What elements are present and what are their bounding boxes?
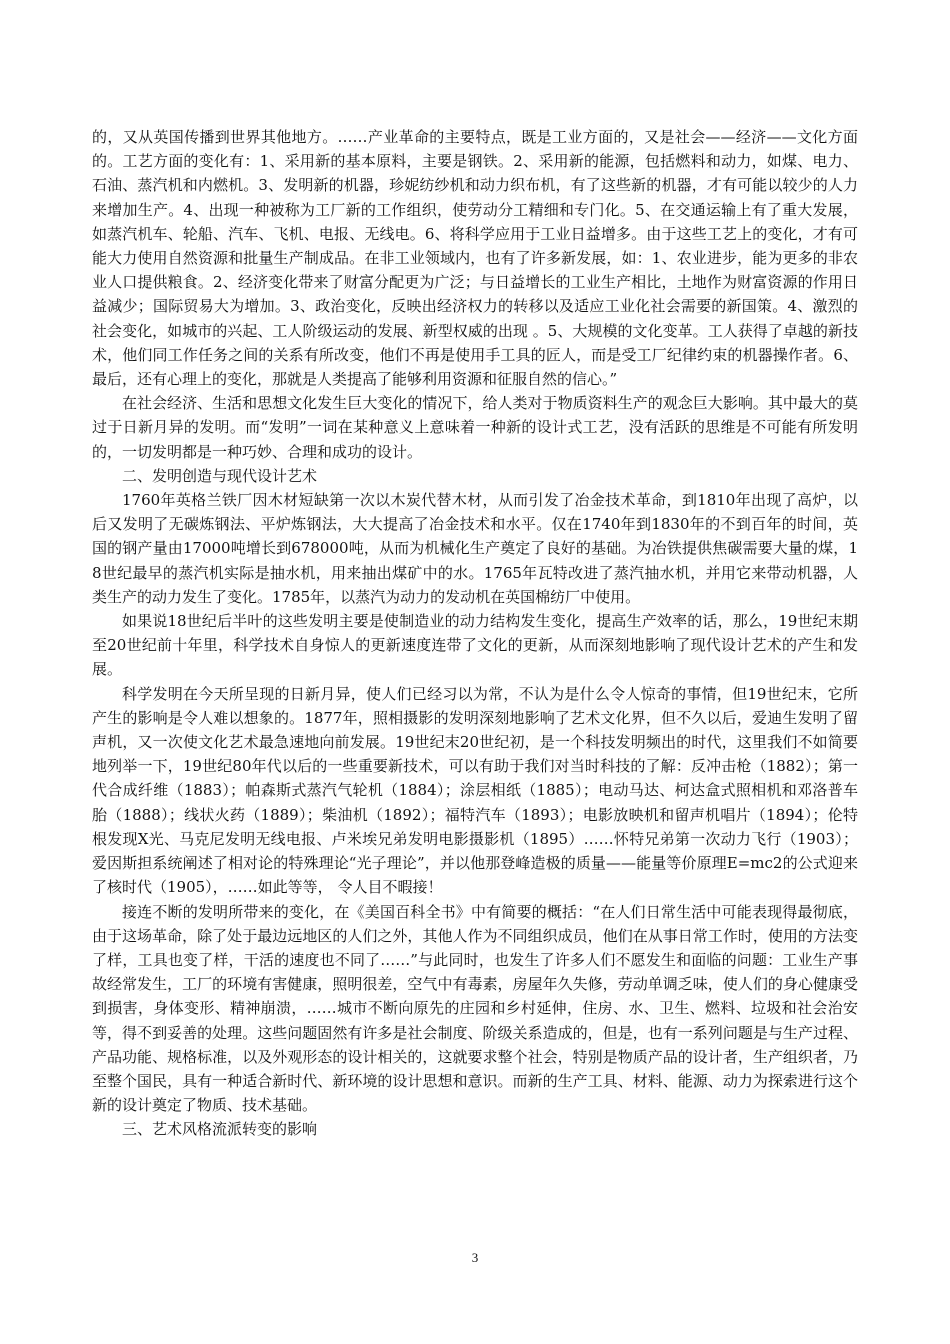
- page-number: 3: [471, 1250, 479, 1265]
- paragraph-industrial-revolution-features: 的，又从英国传播到世界其他地方。……产业革命的主要特点，既是工业方面的，又是社会——经济——文化方面的。工艺方面的变化有：1、采用新的基本原料，主要是钢铁。2、采用新的能源，包括燃料和动力，如煤、电力、石油、蒸汽机和内燃机。3、发明新的机器，珍妮纺纱机和动力织布机，有了这些新的机器，才有可能以较少的人力来增加生产。4、出现一种被称为工厂新的工作组织，使劳动分工精细和专门化。5、在交通运输上有了重大发展，如蒸汽机车、轮船、汽车、飞机、电报、无线电。6、将科学应用于工业日益增多。由于这些工艺上的变化，才有可能大力使用自然资源和批量生产制成品。在非工业领域内，也有了许多新发展，如：1、农业进步，能为更多的非农业人口提供粮食。2、经济变化带来了财富分配更为广泛；与日益增长的工业生产相比，土地作为财富资源的作用日益减少；国际贸易大为增加。3、政治变化，反映出经济权力的转移以及适应工业化社会需要的新国策。4、激烈的社会变化，如城市的兴起、工人阶级运动的发展、新型权威的出现 。5、大规模的文化变革。工人获得了卓越的新技术，他们同工作任务之间的关系有所改变，他们不再是使用手工具的匠人，而是受工厂纪律约束的机器操作者。6、最后，还有心理上的变化，那就是人类提高了能够利用资源和征服自然的信心。”: [92, 128, 858, 389]
- paragraph-metallurgy-steam: 1760年英格兰铁厂因木材短缺第一次以木炭代替木材，从而引发了冶金技术革命，到1810年出现了高炉，以后又发明了无碳炼钢法、平炉炼钢法，大大提高了冶金技术和水平。仅在1740年到1830年的不到百年的时间，英国的钢产量由17000吨增长到678000吨，从而为机械化生产奠定了良好的基础。为冶铁提供焦碳需要大量的煤，18世纪最早的蒸汽机实际是抽水机，用来抽出煤矿中的水。1765年瓦特改进了蒸汽抽水机，并用它来带动机器，人类生产的动力发生了变化。1785年，以蒸汽为动力的发动机在英国棉纺厂中使用。: [92, 491, 858, 606]
- paragraph-encyclopedia-summary: 接连不断的发明所带来的变化，在《美国百科全书》中有简要的概括：“在人们日常生活中可能表现得最彻底，由于这场革命，除了处于最边远地区的人们之外，其他人作为不同组织成员，他们在从事日常工作时，使用的方法变了样，工具也变了样，干活的速度也不同了……”与此同时，也发生了许多人们不愿发生和面临的问题：工业生产事故经常发生，工厂的环境有害健康，照明很差，空气中有毒素，房屋年久失修，劳动单调乏味，使人们的身心健康受到损害，身体变形、精神崩溃，……城市不断向原先的庄园和乡村延伸，住房、水、卫生、燃料、垃圾和社会治安等，得不到妥善的处理。这些问题固然有许多是社会制度、阶级关系造成的，但是，也有一系列问题是与生产过程、产品功能、规格标准，以及外观形态的设计相关的，这就要求整个社会，特别是物质产品的设计者，生产组织者，乃至整个国民，具有一种适合新时代、新环境的设计思想和意识。而新的生产工具、材料、能源、动力为探索进行这个新的设计奠定了物质、技术基础。: [92, 902, 858, 1115]
- paragraph-invention-concept: 在社会经济、生活和思想文化发生巨大变化的情况下，给人类对于物质资料生产的观念巨大影响。其中最大的莫过于日新月异的发明。而“发明”一词在某种意义上意味着一种新的设计式工艺，没有活跃的思维是不可能有所发明的，一切发明都是一种巧妙、合理和成功的设计。: [92, 394, 858, 461]
- section-heading-art-styles: 三、艺术风格流派转变的影响: [122, 1120, 318, 1139]
- paragraph-invention-list: 科学发明在今天所呈现的日新月异，使人们已经习以为常，不认为是什么令人惊奇的事情，但19世纪末，它所产生的影响是令人难以想象的。1877年，照相摄影的发明深刻地影响了艺术文化界，但不久以后，爱迪生发明了留声机，又一次使文化艺术最急速地向前发展。19世纪末20世纪初，是一个科技发明频出的时代，这里我们不如简要地列举一下，19世纪80年代以后的一些重要新技术，可以有助于我们对当时科技的了解：反冲击枪（1882）；第一代合成纤维（1883）；帕森斯式蒸汽气轮机（1884）；涂层相纸（1885）；电动马达、柯达盒式照相机和邓洛普车胎（1888）；线状火药（1889）；柴油机（1892）；福特汽车（1893）；电影放映机和留声机唱片（1894）；伦特根发现X光、马克尼发明无线电报、卢米埃兄弟发明电影摄影机（1895）……怀特兄弟第一次动力飞行（1903）；爱因斯担系统阐述了相对论的特殊理论“光子理论”，并以他那登峰造极的质量——能量等价原理E=mc2的公式迎来了核时代（1905），……如此等等， 令人目不暇接！: [92, 684, 858, 897]
- paragraph-late-19th-century: 如果说18世纪后半叶的这些发明主要是使制造业的动力结构发生变化，提高生产效率的话，那么，19世纪末期至20世纪前十年里，科学技术自身惊人的更新速度连带了文化的更新，从而深刻地影响了现代设计艺术的产生和发展。: [92, 612, 858, 679]
- page-body: [92, 125, 858, 1142]
- section-heading-invention-and-design: 二、发明创造与现代设计艺术: [122, 466, 318, 485]
